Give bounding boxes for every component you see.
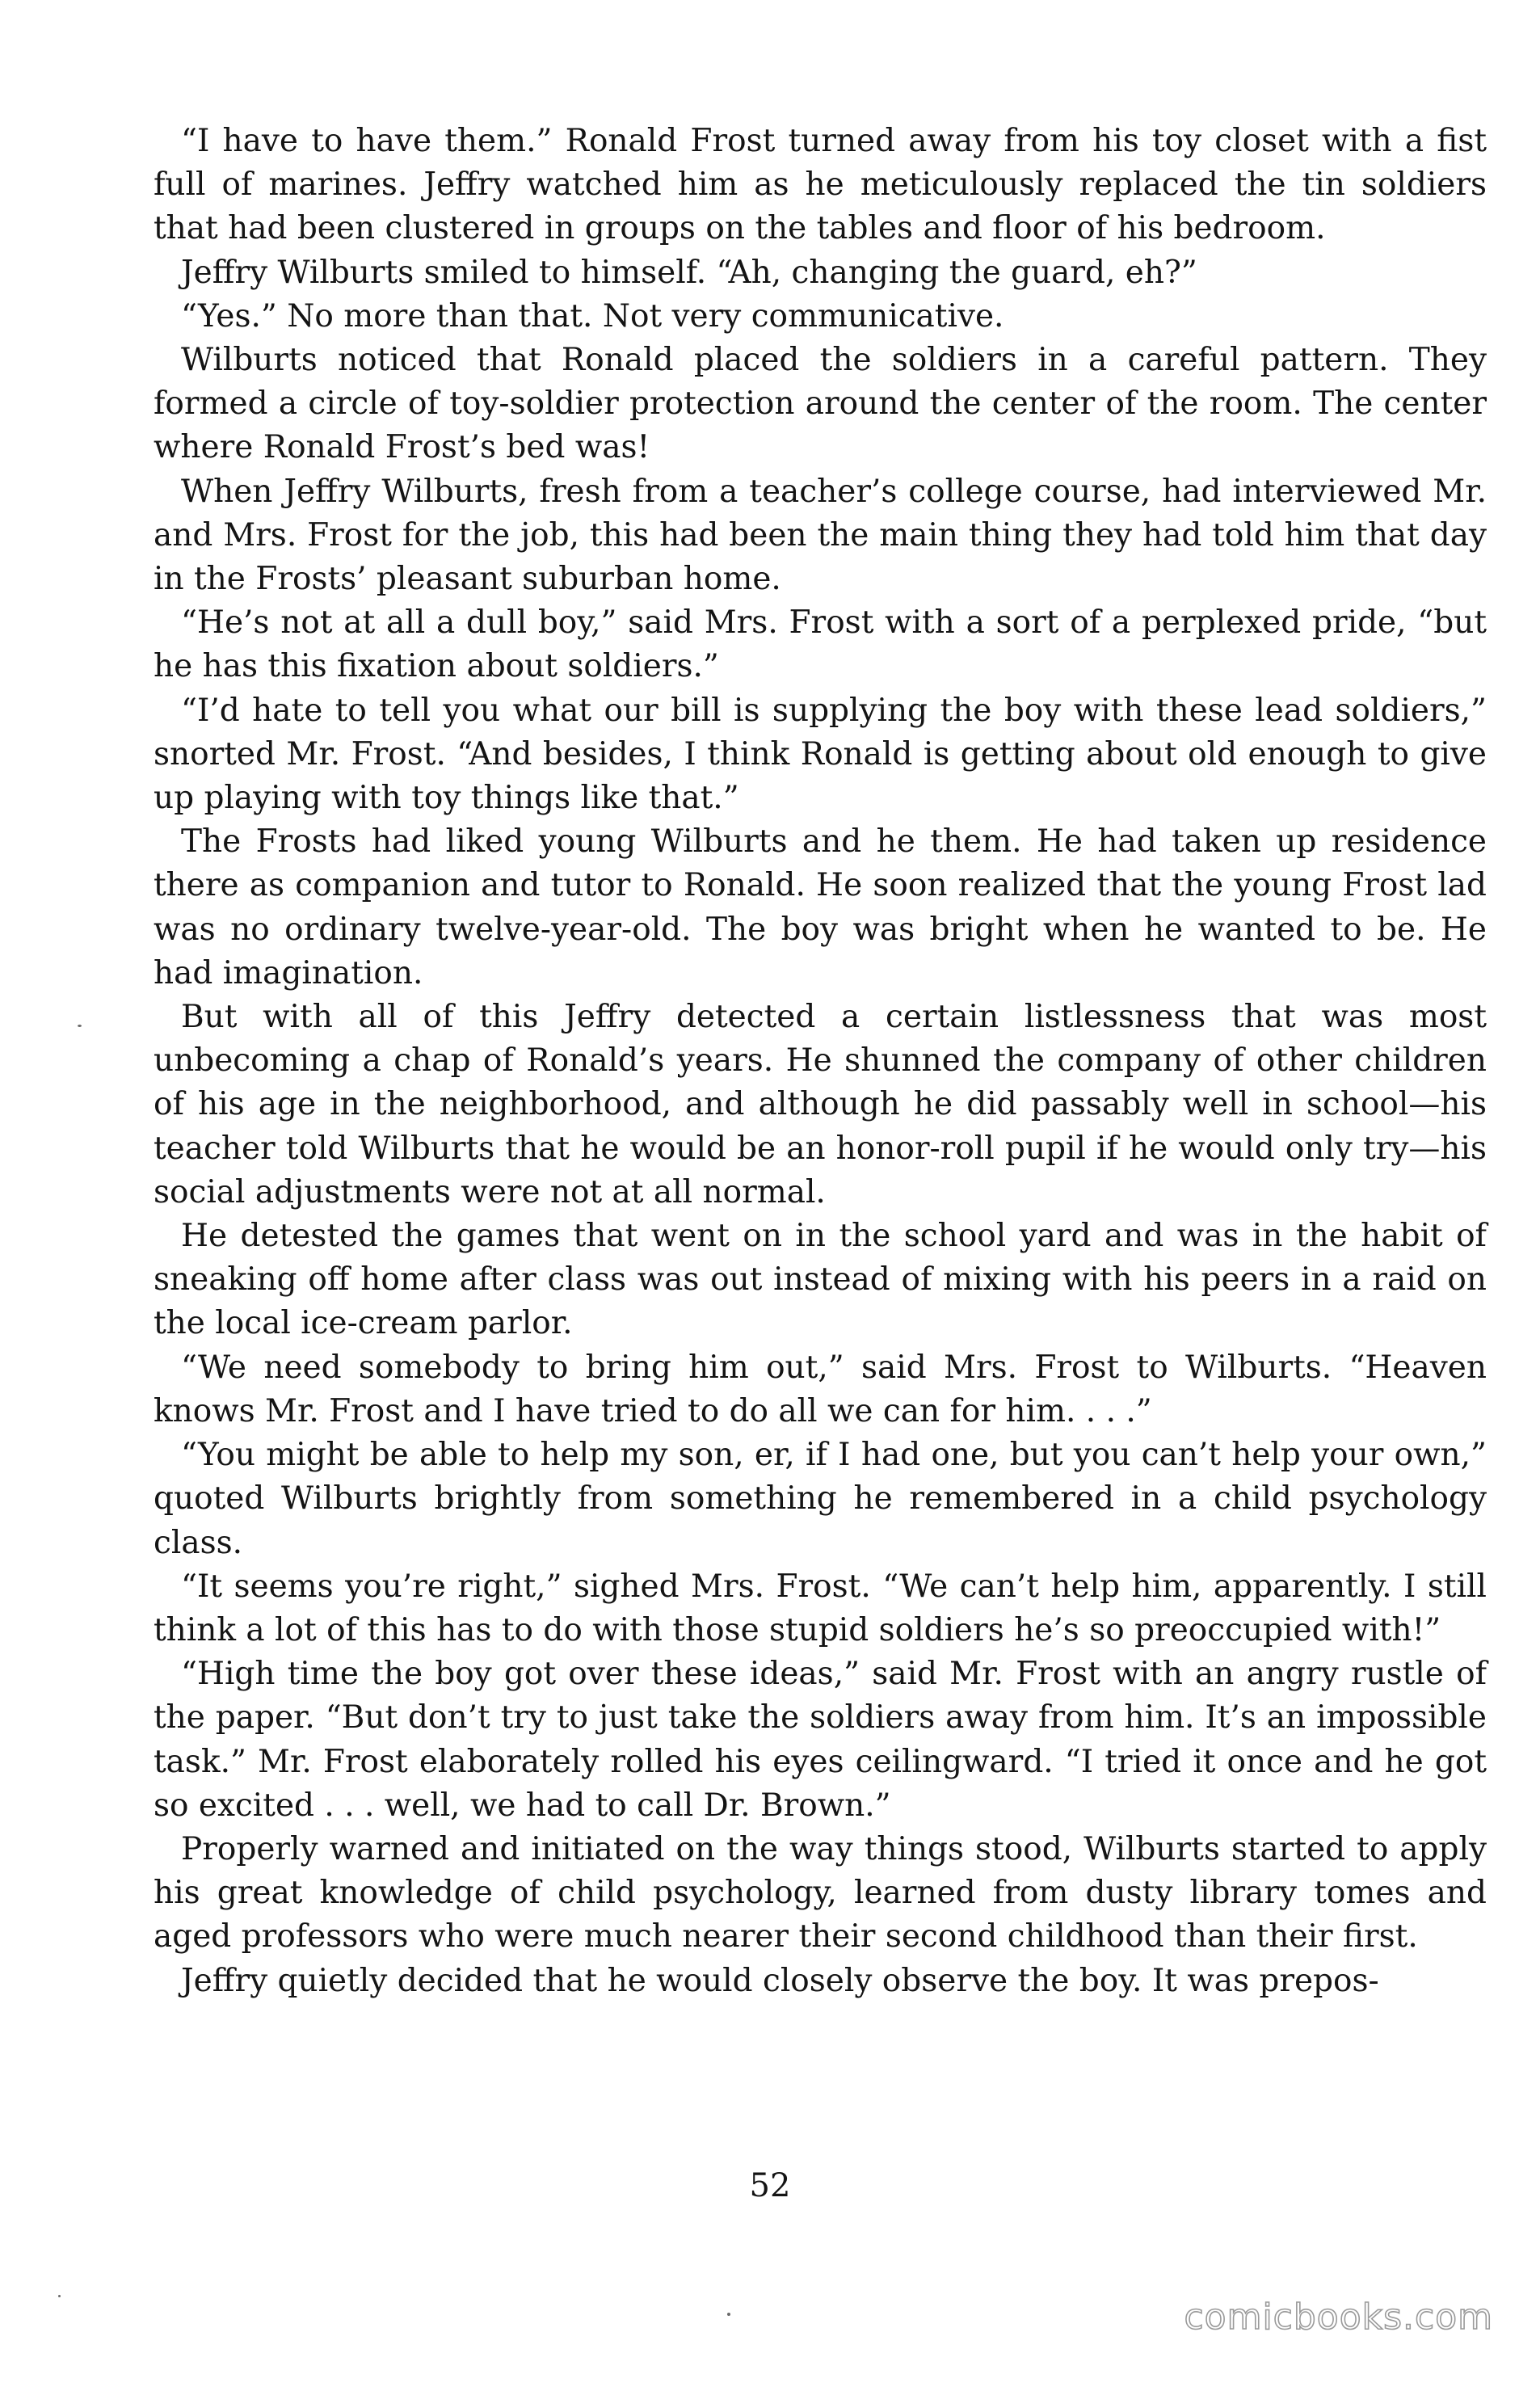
print-speck [727, 2313, 730, 2316]
paragraph-1: “I have to have them.” Ronald Frost turned away from his toy closet with a fist full of marines. Jeffry watched him as he meticulously replaced the tin soldiers that had been clustered in groups on the tables and floor of his bedroom. [154, 123, 1487, 247]
story-text [154, 120, 1487, 2003]
paragraph-7: “I’d hate to tell you what our bill is supplying the boy with these lead soldiers,” snorted Mr. Frost. “And besides, I think Ronald is getting about old enough to give up playing with toy things like that.” [154, 692, 1487, 817]
paragraph-6: “He’s not at all a dull boy,” said Mrs. Frost with a sort of a perplexed pride, “but he has this fixation about soldiers.” [154, 604, 1487, 685]
paragraph-5: When Jeffry Wilburts, fresh from a teacher’s college course, had interviewed Mr. and Mrs. Frost for the job, this had been the main thing they had told him that day in the Frosts’ pleasant suburban home. [154, 473, 1487, 598]
paragraph-2: Jeffry Wilburts smiled to himself. “Ah, changing the guard, eh?” [181, 254, 1197, 291]
print-speck [78, 1025, 82, 1027]
print-speck [58, 2295, 61, 2297]
paragraph-4: Wilburts noticed that Ronald placed the soldiers in a careful pattern. They formed a circle of toy-soldier protection around the center of the room. The center where Ronald Frost’s bed was! [154, 342, 1487, 466]
paragraph-10: He detested the games that went on in the school yard and was in the habit of sneaking off home after class was out instead of mixing with his peers in a raid on the local ice-cream parlor. [154, 1218, 1487, 1342]
page-number: 52 [749, 2167, 791, 2204]
paragraph-11: “We need somebody to bring him out,” said Mrs. Frost to Wilburts. “Heaven knows Mr. Frost and I have tried to do all we can for him. . . .” [154, 1349, 1487, 1429]
paragraph-3: “Yes.” No more than that. Not very communicative. [181, 297, 1004, 335]
paragraph-13: “It seems you’re right,” sighed Mrs. Frost. “We can’t help him, apparently. I still think a lot of this has to do with those stupid soldiers he’s so preoccupied with!” [154, 1568, 1487, 1648]
site-watermark: comicbooks.com [1184, 2296, 1493, 2338]
paragraph-14: “High time the boy got over these ideas,” said Mr. Frost with an angry rustle of the paper. “But don’t try to just take the soldiers away from him. It’s an impossible task.” Mr. Frost elaborately rolled his eyes ceilingward. “I tried it once and he got so excited . . . well, we had to call Dr. Brown.” [154, 1656, 1487, 1824]
paragraph-12: “You might be able to help my son, er, if I had one, but you can’t help your own,” quoted Wilburts brightly from something he remembered in a child psychology class. [154, 1437, 1487, 1561]
paragraph-8: The Frosts had liked young Wilburts and he them. He had taken up residence there as companion and tutor to Ronald. He soon realized that the young Frost lad was no ordinary twelve-year-old. The boy was bright when he wanted to be. He had imagination. [154, 823, 1487, 991]
paragraph-15: Properly warned and initiated on the way things stood, Wilburts started to apply his great knowledge of child psychology, learned from dusty library tomes and aged professors who were much nearer their second childhood than their first. [154, 1830, 1487, 1955]
paragraph-9: But with all of this Jeffry detected a certain listlessness that was most unbecoming a chap of Ronald’s years. He shunned the company of other children of his age in the neighborhood, and although he did passably well in school—his teacher told Wilburts that he would be an honor-roll pupil if he would only try—his social adjustments were not at all normal. [154, 999, 1487, 1210]
paragraph-16: Jeffry quietly decided that he would closely observe the boy. It was prepos- [181, 1962, 1379, 1999]
